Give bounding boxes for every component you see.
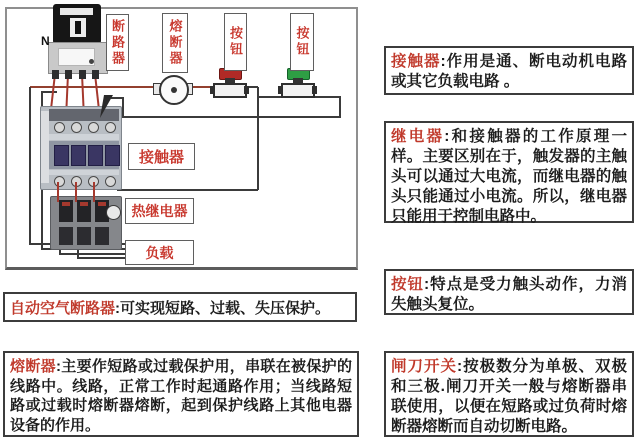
- info-desc-air-breaker: :可实现短路、过载、失压保护。: [115, 300, 331, 317]
- fuse-component: [152, 74, 192, 102]
- relay-terminal: [59, 200, 73, 222]
- info-term-relay: 继电器: [391, 128, 445, 145]
- button-ear: [210, 86, 215, 94]
- label-fuse: 熔断器: [162, 13, 188, 73]
- fuse-body: [159, 75, 189, 105]
- label-contactor: 接触器: [128, 143, 195, 170]
- button-ear: [244, 86, 249, 94]
- neutral-label: N: [41, 34, 50, 48]
- contactor-module: [88, 145, 103, 166]
- contactor-component: [40, 106, 122, 190]
- info-box-knife-switch: [384, 351, 634, 437]
- info-box-button: [384, 269, 634, 315]
- label-button-start: 按钮: [290, 13, 314, 71]
- relay-adjust-dial: [106, 205, 121, 220]
- info-term-button: 按钮: [391, 276, 424, 293]
- info-box-contactor: [384, 46, 634, 95]
- label-thermal-relay: 热继电器: [125, 198, 194, 224]
- breaker-terminal: [65, 70, 72, 79]
- contactor-screw: [71, 122, 82, 133]
- info-term-air-breaker: 自动空气断路器: [10, 300, 116, 317]
- relay-terminal: [77, 200, 91, 222]
- info-box-air-breaker: [3, 292, 357, 322]
- info-desc-relay: :和接触器的工作原理一样。主要区别在于，触发器的主触头可以通过大电流，而继电器的触头只能通过小电流。所以，继电器只能用于控制电路中。: [391, 128, 627, 225]
- info-term-knife-switch: 闸刀开关: [391, 358, 457, 375]
- button-base: [281, 83, 315, 98]
- button-ear: [312, 86, 317, 94]
- info-desc-knife-switch: :按极数分为单极、双极和三极.闸刀开关一般与熔断器串联使用，以便在短路或过负荷时熔断器熔断而自动切断电路。: [391, 358, 627, 435]
- contactor-screw: [105, 176, 116, 187]
- breaker-test-dot: [89, 59, 94, 64]
- contactor-screw: [71, 176, 82, 187]
- button-base: [213, 83, 247, 98]
- relay-wire-mark: [80, 202, 88, 206]
- relay-wire-mark: [98, 202, 106, 206]
- info-box-fuse: [3, 351, 359, 437]
- relay-wire-mark: [62, 202, 70, 206]
- label-button-stop: 按钮: [224, 13, 247, 71]
- relay-terminal: [59, 227, 73, 245]
- info-term-fuse: 熔断器: [10, 358, 56, 375]
- contactor-screw: [105, 122, 116, 133]
- fuse-center: [171, 87, 177, 93]
- breaker-toggle-window: [70, 18, 86, 37]
- contactor-module: [105, 145, 120, 166]
- contactor-strip: [49, 134, 119, 140]
- contactor-screw: [54, 176, 65, 187]
- contactor-top-terminals: [49, 109, 119, 121]
- contactor-mid-band: [49, 141, 119, 169]
- contactor-strip: [49, 170, 119, 175]
- relay-terminal: [95, 227, 109, 245]
- info-desc-button: :特点是受力触头动作，力消失触头复位。: [391, 276, 627, 313]
- contactor-module: [71, 145, 86, 166]
- contactor-screw: [88, 122, 99, 133]
- button-ear: [278, 86, 283, 94]
- breaker-terminal: [52, 70, 59, 79]
- breaker-terminal: [92, 70, 99, 79]
- info-desc-contactor: :作用是通、断电动机电路或其它负载电路 。: [391, 53, 627, 90]
- info-box-relay: [384, 121, 634, 223]
- breaker-slot: [60, 8, 93, 15]
- contactor-screw: [88, 176, 99, 187]
- contactor-module: [54, 145, 69, 166]
- breaker-toggle-handle: [75, 21, 81, 34]
- label-load: 负载: [125, 240, 194, 265]
- circuit-breaker-body: [53, 4, 101, 44]
- contactor-side: [41, 111, 49, 183]
- info-desc-fuse: :主要作短路或过载保护用，串联在被保护的线路中。线路，正常工作时起通路作用；当线路短路或过载时熔断器熔断，起到保护线路上其他电器设备的作用。: [10, 358, 352, 434]
- label-circuit-breaker: 断路器: [106, 14, 129, 71]
- breaker-terminal: [79, 70, 86, 79]
- relay-terminal: [77, 227, 91, 245]
- info-term-contactor: 接触器: [391, 53, 441, 70]
- contactor-screw: [54, 122, 65, 133]
- thermal-relay-component: [50, 196, 122, 250]
